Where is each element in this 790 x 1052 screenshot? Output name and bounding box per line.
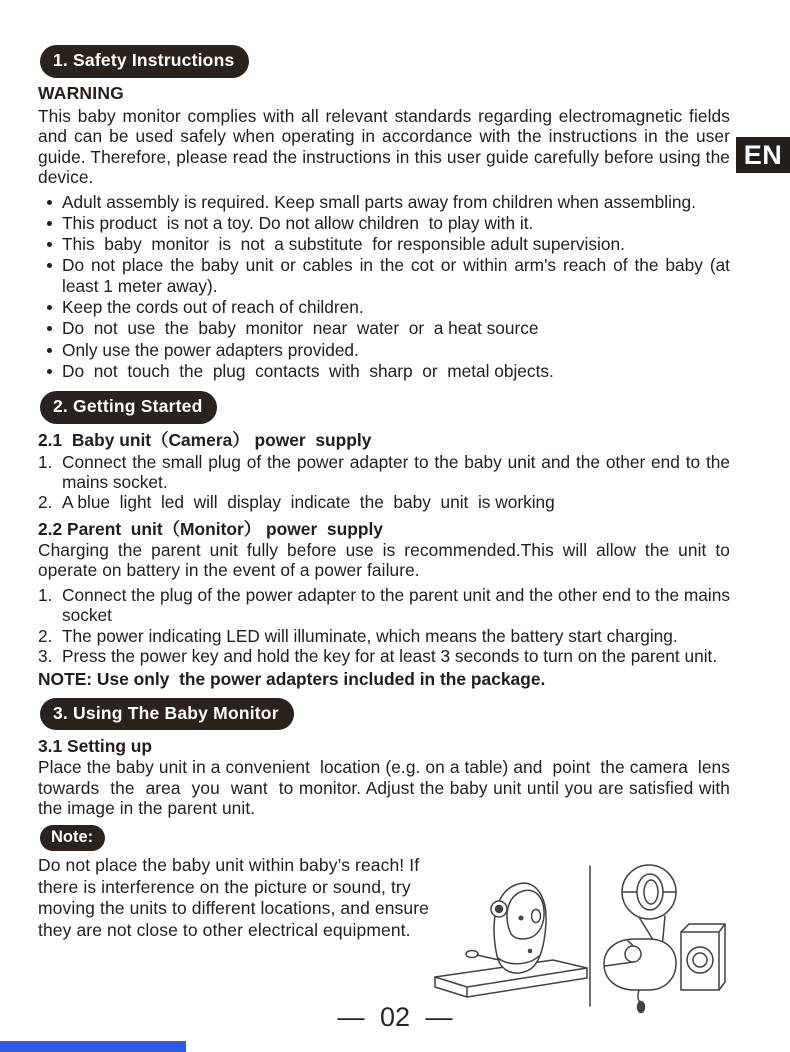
list-item [38, 492, 730, 512]
bullet-text: This product is not a toy. Do not allow children to play with it. [62, 212, 534, 233]
list-item [38, 646, 730, 666]
step-number: 2. [38, 625, 53, 646]
subsection-2-2-title: 2.2 Parent unit（Monitor） power supply [38, 518, 383, 539]
step-text: The power indicating LED will illuminate, which means the battery start charging. [62, 625, 678, 646]
list-item [38, 361, 730, 381]
section-1-heading-pill: 1. Safety Instructions [40, 45, 249, 78]
list-item [38, 340, 730, 360]
language-badge: EN [736, 137, 790, 173]
bullet-dot-icon [47, 326, 52, 331]
monitor-intro-paragraph: Charging the parent unit fully before use is recommended.This will allow the unit to operate on battery in the event of a power failure. [38, 539, 735, 581]
note-pill: Note: [40, 825, 105, 852]
subsection-2-1-title: 2.1 Baby unit（Camera） power supply [38, 429, 372, 450]
bullet-dot-icon [47, 263, 52, 268]
step-text: A blue light led will display indicate the baby unit is working [62, 492, 555, 513]
bullet-text: Do not touch the plug contacts with sharp or metal objects. [62, 360, 554, 381]
step-number: 1. [38, 451, 53, 472]
bullet-dot-icon [47, 221, 52, 226]
bullet-dot-icon [47, 200, 52, 205]
bullet-dot-icon [47, 305, 52, 310]
camera-steps-list [38, 451, 735, 513]
bullet-text: Do not use the baby monitor near water or a heat source [62, 318, 539, 339]
bullet-dot-icon [47, 348, 52, 353]
bullet-text: Do not place the baby unit or cables in the cot or within arm's reach of the baby (at least 1 meter away). [62, 255, 735, 296]
section-2-heading-pill: 2. Getting Started [40, 391, 217, 424]
monitor-steps-list [38, 584, 735, 667]
bullet-dot-icon [47, 369, 52, 374]
section-3-heading-pill: 3. Using The Baby Monitor [40, 698, 294, 731]
list-item [38, 297, 730, 317]
bullet-text: Adult assembly is required. Keep small parts away from children when assembling. [62, 191, 696, 212]
baby-unit-wall-mounted-drawing [604, 865, 725, 1013]
subsection-3-1-title: 3.1 Setting up [38, 736, 153, 757]
step-text: Connect the plug of the power adapter to the parent unit and the other end to the mains socket [62, 584, 735, 626]
list-item [38, 192, 730, 212]
baby-unit-on-table-drawing [435, 883, 587, 997]
page-content [38, 0, 740, 941]
adapter-note: NOTE: Use only the power adapters included in the package. [38, 668, 546, 689]
step-text: Press the power key and hold the key for at least 3 seconds to turn on the parent unit. [62, 646, 718, 667]
bullet-text: This baby monitor is not a substitute for responsible adult supervision. [62, 234, 625, 255]
safety-intro-paragraph: This baby monitor complies with all relevant standards regarding electromagnetic fields and can be used safely when operating in accordance with the instructions in the user guide. Therefore, please read the instructions in this user guide carefully before using the device. [38, 105, 735, 187]
list-item [38, 451, 735, 493]
list-item [38, 626, 730, 646]
list-item [38, 255, 735, 296]
list-item [38, 584, 735, 626]
setup-paragraph: Place the baby unit in a convenient location (e.g. on a table) and point the camera lens towards the area you want to monitor. Adjust the baby unit until you are satisfied with the image in the parent unit. [38, 757, 740, 819]
page-number: — 02 — [337, 1002, 453, 1032]
warning-title: WARNING [38, 82, 124, 103]
safety-bullet-list [38, 191, 735, 382]
list-item [38, 234, 730, 254]
step-number: 1. [38, 584, 53, 605]
step-text: Connect the small plug of the power adapter to the baby unit and the other end to the mains socket. [62, 451, 735, 493]
baby-unit-placement-illustration [433, 856, 728, 1014]
bottom-blue-bar [0, 1041, 186, 1052]
step-number: 3. [38, 646, 53, 667]
note-paragraph: Do not place the baby unit within baby’s reach! If there is interference on the picture or sound, try moving the units to different locations, and ensure they are not close to other electrical equipment. [38, 855, 439, 940]
bullet-text: Only use the power adapters provided. [62, 339, 359, 360]
list-item [38, 213, 730, 233]
step-number: 2. [38, 492, 53, 513]
bullet-text: Keep the cords out of reach of children. [62, 296, 364, 317]
list-item [38, 318, 730, 338]
bullet-dot-icon [47, 242, 52, 247]
